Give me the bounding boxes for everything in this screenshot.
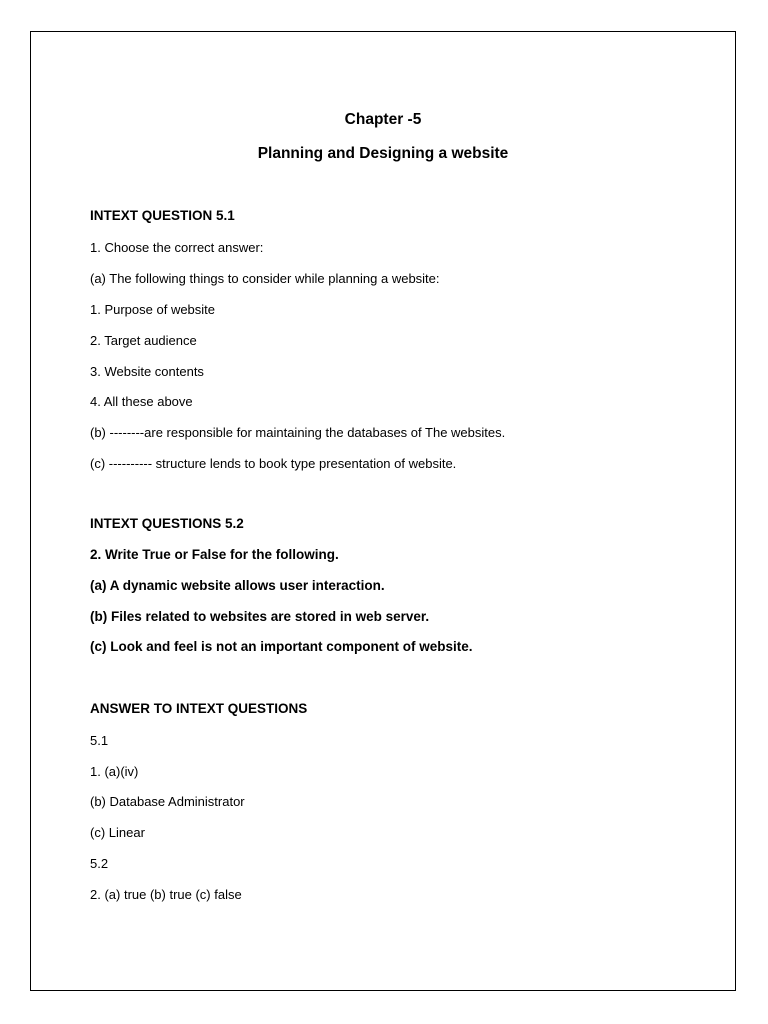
section1-line: 3. Website contents xyxy=(90,364,204,379)
section2-line: 2. Write True or False for the following. xyxy=(90,547,339,562)
chapter-title: Planning and Designing a website xyxy=(257,145,509,162)
section2-line: (c) Look and feel is not an important component of website. xyxy=(90,639,473,654)
section1-line: 2. Target audience xyxy=(90,333,197,348)
section1-line: (c) ---------- structure lends to book type presentation of website. xyxy=(90,456,457,471)
answers-line: (b) Database Administrator xyxy=(90,794,245,809)
answers-heading: ANSWER TO INTEXT QUESTIONS xyxy=(90,701,308,716)
section1-line: 4. All these above xyxy=(90,394,193,409)
chapter-number: Chapter -5 xyxy=(344,111,422,128)
section1-heading: INTEXT QUESTION 5.1 xyxy=(90,208,235,223)
section1-line: (a) The following things to consider while planning a website: xyxy=(90,271,440,286)
document-page xyxy=(30,31,736,991)
section2-heading: INTEXT QUESTIONS 5.2 xyxy=(90,516,244,531)
section1-line: (b) --------are responsible for maintaining the databases of The websites. xyxy=(90,425,506,440)
section2-line: (b) Files related to websites are stored in web server. xyxy=(90,609,430,624)
section2-line: (a) A dynamic website allows user interaction. xyxy=(90,578,385,593)
section1-line: 1. Choose the correct answer: xyxy=(90,240,264,255)
answers-line: 2. (a) true (b) true (c) false xyxy=(90,887,242,902)
answers-line: 5.1 xyxy=(90,733,109,748)
answers-line: (c) Linear xyxy=(90,825,145,840)
answers-line: 5.2 xyxy=(90,856,109,871)
answers-line: 1. (a)(iv) xyxy=(90,764,139,779)
section1-line: 1. Purpose of website xyxy=(90,302,216,317)
